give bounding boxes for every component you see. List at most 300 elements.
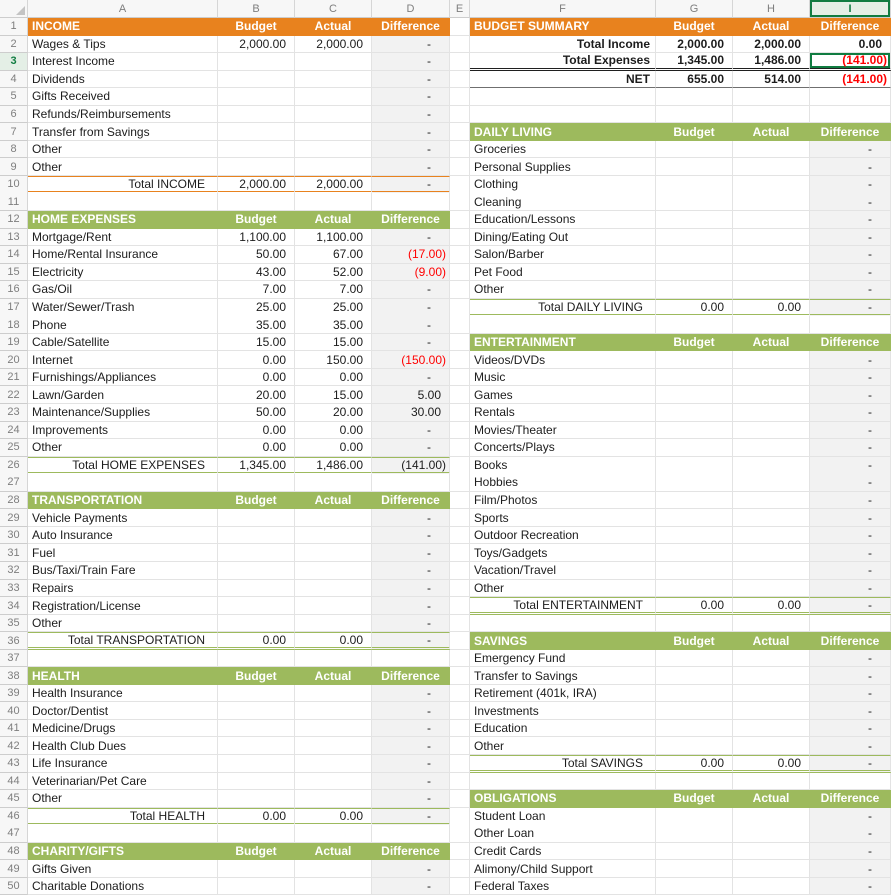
row-header-44[interactable]: 44 [0, 773, 28, 791]
cell-B27[interactable] [218, 474, 295, 492]
cell-G31[interactable] [656, 544, 733, 562]
cell-F39[interactable]: Retirement (401k, IRA) [470, 685, 656, 703]
cell-G16[interactable] [656, 281, 733, 299]
cell-D41[interactable]: - [372, 720, 450, 738]
total-label-total-home-expenses[interactable]: Total HOME EXPENSES [28, 457, 218, 475]
subheader-actual-H19[interactable]: Actual [733, 334, 810, 352]
cell-A40[interactable]: Doctor/Dentist [28, 702, 218, 720]
cell-F8[interactable]: Groceries [470, 141, 656, 159]
row-header-15[interactable]: 15 [0, 264, 28, 282]
cell-G6[interactable] [656, 106, 733, 124]
cell-C21[interactable]: 0.00 [295, 369, 372, 387]
row-header-19[interactable]: 19 [0, 334, 28, 352]
cell-C3[interactable] [295, 53, 372, 71]
cell-A2[interactable]: Wages & Tips [28, 36, 218, 54]
cell-B2[interactable]: 2,000.00 [218, 36, 295, 54]
cell-F14[interactable]: Salon/Barber [470, 246, 656, 264]
subheader-budget-G7[interactable]: Budget [656, 123, 733, 141]
subheader-difference-D28[interactable]: Difference [372, 492, 450, 510]
cell-F18[interactable] [470, 316, 656, 334]
cell-H41[interactable] [733, 720, 810, 738]
cell-B25[interactable]: 0.00 [218, 439, 295, 457]
cell-B19[interactable]: 15.00 [218, 334, 295, 352]
section-header-daily-living[interactable]: DAILY LIVING [470, 123, 656, 141]
section-header-income[interactable]: INCOME [28, 18, 218, 36]
cell-H35[interactable] [733, 615, 810, 633]
cell-F35[interactable] [470, 615, 656, 633]
cell-I42[interactable]: - [810, 737, 891, 755]
total-label-total-transportation[interactable]: Total TRANSPORTATION [28, 632, 218, 650]
cell-D43[interactable]: - [372, 755, 450, 773]
cell-B14[interactable]: 50.00 [218, 246, 295, 264]
cell-F21[interactable]: Music [470, 369, 656, 387]
row-header-23[interactable]: 23 [0, 404, 28, 422]
cell-I20[interactable]: - [810, 351, 891, 369]
cell-H37[interactable] [733, 650, 810, 668]
cell-B7[interactable] [218, 123, 295, 141]
cell-D30[interactable]: - [372, 527, 450, 545]
subheader-actual-H1[interactable]: Actual [733, 18, 810, 36]
row-header-22[interactable]: 22 [0, 386, 28, 404]
section-header-obligations[interactable]: OBLIGATIONS [470, 790, 656, 808]
cell-D25[interactable]: - [372, 439, 450, 457]
cell-I10[interactable]: - [810, 176, 891, 194]
cell-B26[interactable]: 1,345.00 [218, 457, 295, 475]
cell-G34[interactable]: 0.00 [656, 597, 733, 615]
cell-G2[interactable]: 2,000.00 [656, 36, 733, 54]
cell-B9[interactable] [218, 158, 295, 176]
cell-F12[interactable]: Education/Lessons [470, 211, 656, 229]
cell-C15[interactable]: 52.00 [295, 264, 372, 282]
cell-F15[interactable]: Pet Food [470, 264, 656, 282]
cell-G47[interactable] [656, 825, 733, 843]
cell-A3[interactable]: Interest Income [28, 53, 218, 71]
total-label-total-income[interactable]: Total INCOME [28, 176, 218, 194]
cell-I28[interactable]: - [810, 492, 891, 510]
cell-E28[interactable] [450, 492, 470, 510]
subheader-difference-I45[interactable]: Difference [810, 790, 891, 808]
cell-G33[interactable] [656, 580, 733, 598]
cell-A9[interactable]: Other [28, 158, 218, 176]
cell-H40[interactable] [733, 702, 810, 720]
subheader-actual-H36[interactable]: Actual [733, 632, 810, 650]
row-header-25[interactable]: 25 [0, 439, 28, 457]
cell-D44[interactable]: - [372, 773, 450, 791]
cell-E35[interactable] [450, 615, 470, 633]
cell-I49[interactable]: - [810, 860, 891, 878]
cell-E1[interactable] [450, 18, 470, 36]
cell-I47[interactable]: - [810, 825, 891, 843]
cell-E3[interactable] [450, 53, 470, 71]
cell-C27[interactable] [295, 474, 372, 492]
cell-D6[interactable]: - [372, 106, 450, 124]
cell-G24[interactable] [656, 422, 733, 440]
cell-E39[interactable] [450, 685, 470, 703]
cell-F40[interactable]: Investments [470, 702, 656, 720]
row-header-5[interactable]: 5 [0, 88, 28, 106]
cell-H49[interactable] [733, 860, 810, 878]
cell-E29[interactable] [450, 509, 470, 527]
cell-B35[interactable] [218, 615, 295, 633]
cell-D40[interactable]: - [372, 702, 450, 720]
cell-E12[interactable] [450, 211, 470, 229]
row-header-50[interactable]: 50 [0, 878, 28, 895]
cell-E42[interactable] [450, 737, 470, 755]
cell-F6[interactable] [470, 106, 656, 124]
cell-D8[interactable]: - [372, 141, 450, 159]
cell-E46[interactable] [450, 808, 470, 826]
cell-D18[interactable]: - [372, 316, 450, 334]
cell-A13[interactable]: Mortgage/Rent [28, 229, 218, 247]
cell-A45[interactable]: Other [28, 790, 218, 808]
row-header-29[interactable]: 29 [0, 509, 28, 527]
cell-B36[interactable]: 0.00 [218, 632, 295, 650]
cell-I43[interactable]: - [810, 755, 891, 773]
cell-H20[interactable] [733, 351, 810, 369]
cell-A25[interactable]: Other [28, 439, 218, 457]
cell-F22[interactable]: Games [470, 386, 656, 404]
cell-C45[interactable] [295, 790, 372, 808]
row-header-8[interactable]: 8 [0, 141, 28, 159]
subheader-difference-I7[interactable]: Difference [810, 123, 891, 141]
row-header-2[interactable]: 2 [0, 36, 28, 54]
cell-E37[interactable] [450, 650, 470, 668]
cell-D27[interactable] [372, 474, 450, 492]
cell-B16[interactable]: 7.00 [218, 281, 295, 299]
cell-D26[interactable]: (141.00) [372, 457, 450, 475]
cell-E13[interactable] [450, 229, 470, 247]
row-header-38[interactable]: 38 [0, 667, 28, 685]
cell-A22[interactable]: Lawn/Garden [28, 386, 218, 404]
cell-D36[interactable]: - [372, 632, 450, 650]
cell-D9[interactable]: - [372, 158, 450, 176]
total-label-total-savings[interactable]: Total SAVINGS [470, 755, 656, 773]
cell-D19[interactable]: - [372, 334, 450, 352]
row-header-37[interactable]: 37 [0, 650, 28, 668]
cell-A34[interactable]: Registration/License [28, 597, 218, 615]
cell-H46[interactable] [733, 808, 810, 826]
cell-E11[interactable] [450, 193, 470, 211]
cell-D37[interactable] [372, 650, 450, 668]
cell-D34[interactable]: - [372, 597, 450, 615]
cell-B34[interactable] [218, 597, 295, 615]
cell-G43[interactable]: 0.00 [656, 755, 733, 773]
cell-G41[interactable] [656, 720, 733, 738]
cell-A11[interactable] [28, 193, 218, 211]
subheader-actual-H45[interactable]: Actual [733, 790, 810, 808]
cell-I14[interactable]: - [810, 246, 891, 264]
cell-G17[interactable]: 0.00 [656, 299, 733, 317]
row-header-11[interactable]: 11 [0, 193, 28, 211]
cell-G30[interactable] [656, 527, 733, 545]
cell-E18[interactable] [450, 316, 470, 334]
cell-F42[interactable]: Other [470, 737, 656, 755]
cell-F24[interactable]: Movies/Theater [470, 422, 656, 440]
cell-C24[interactable]: 0.00 [295, 422, 372, 440]
cell-G9[interactable] [656, 158, 733, 176]
cell-H22[interactable] [733, 386, 810, 404]
cell-H16[interactable] [733, 281, 810, 299]
subheader-difference-I36[interactable]: Difference [810, 632, 891, 650]
column-header-E[interactable]: E [450, 0, 470, 18]
cell-I37[interactable]: - [810, 650, 891, 668]
cell-D31[interactable]: - [372, 544, 450, 562]
cell-B10[interactable]: 2,000.00 [218, 176, 295, 194]
cell-H27[interactable] [733, 474, 810, 492]
cell-D16[interactable]: - [372, 281, 450, 299]
cell-A39[interactable]: Health Insurance [28, 685, 218, 703]
cell-I24[interactable]: - [810, 422, 891, 440]
cell-B44[interactable] [218, 773, 295, 791]
cell-E48[interactable] [450, 843, 470, 861]
cell-H17[interactable]: 0.00 [733, 299, 810, 317]
cell-B31[interactable] [218, 544, 295, 562]
cell-A16[interactable]: Gas/Oil [28, 281, 218, 299]
subheader-actual-C28[interactable]: Actual [295, 492, 372, 510]
cell-E26[interactable] [450, 457, 470, 475]
row-header-36[interactable]: 36 [0, 632, 28, 650]
cell-F5[interactable] [470, 88, 656, 106]
cell-F38[interactable]: Transfer to Savings [470, 667, 656, 685]
column-header-A[interactable]: A [28, 0, 218, 18]
cell-B39[interactable] [218, 685, 295, 703]
cell-I32[interactable]: - [810, 562, 891, 580]
cell-F48[interactable]: Credit Cards [470, 843, 656, 861]
cell-E44[interactable] [450, 773, 470, 791]
cell-G25[interactable] [656, 439, 733, 457]
cell-H31[interactable] [733, 544, 810, 562]
cell-B5[interactable] [218, 88, 295, 106]
row-header-10[interactable]: 10 [0, 176, 28, 194]
cell-G15[interactable] [656, 264, 733, 282]
cell-C49[interactable] [295, 860, 372, 878]
cell-A21[interactable]: Furnishings/Appliances [28, 369, 218, 387]
cell-C31[interactable] [295, 544, 372, 562]
summary-label-total-income[interactable]: Total Income [470, 36, 656, 54]
cell-B21[interactable]: 0.00 [218, 369, 295, 387]
cell-I44[interactable] [810, 773, 891, 791]
cell-I46[interactable]: - [810, 808, 891, 826]
cell-I26[interactable]: - [810, 457, 891, 475]
row-header-1[interactable]: 1 [0, 18, 28, 36]
cell-I11[interactable]: - [810, 193, 891, 211]
cell-C50[interactable] [295, 878, 372, 895]
cell-G46[interactable] [656, 808, 733, 826]
cell-A4[interactable]: Dividends [28, 71, 218, 89]
cell-B41[interactable] [218, 720, 295, 738]
cell-C42[interactable] [295, 737, 372, 755]
cell-B15[interactable]: 43.00 [218, 264, 295, 282]
cell-E5[interactable] [450, 88, 470, 106]
cell-B24[interactable]: 0.00 [218, 422, 295, 440]
cell-B8[interactable] [218, 141, 295, 159]
cell-H48[interactable] [733, 843, 810, 861]
cell-I33[interactable]: - [810, 580, 891, 598]
cell-E32[interactable] [450, 562, 470, 580]
cell-D49[interactable]: - [372, 860, 450, 878]
row-header-24[interactable]: 24 [0, 422, 28, 440]
subheader-budget-G1[interactable]: Budget [656, 18, 733, 36]
row-header-40[interactable]: 40 [0, 702, 28, 720]
row-header-30[interactable]: 30 [0, 527, 28, 545]
cell-G8[interactable] [656, 141, 733, 159]
row-header-46[interactable]: 46 [0, 808, 28, 826]
cell-G28[interactable] [656, 492, 733, 510]
subheader-actual-C12[interactable]: Actual [295, 211, 372, 229]
cell-H23[interactable] [733, 404, 810, 422]
cell-C4[interactable] [295, 71, 372, 89]
cell-B22[interactable]: 20.00 [218, 386, 295, 404]
cell-C36[interactable]: 0.00 [295, 632, 372, 650]
row-header-43[interactable]: 43 [0, 755, 28, 773]
cell-F33[interactable]: Other [470, 580, 656, 598]
cell-E2[interactable] [450, 36, 470, 54]
total-label-total-health[interactable]: Total HEALTH [28, 808, 218, 826]
cell-C9[interactable] [295, 158, 372, 176]
cell-B4[interactable] [218, 71, 295, 89]
section-header-budget-summary[interactable]: BUDGET SUMMARY [470, 18, 656, 36]
row-header-49[interactable]: 49 [0, 860, 28, 878]
cell-I31[interactable]: - [810, 544, 891, 562]
cell-C11[interactable] [295, 193, 372, 211]
column-header-F[interactable]: F [470, 0, 656, 18]
cell-D29[interactable]: - [372, 509, 450, 527]
cell-A29[interactable]: Vehicle Payments [28, 509, 218, 527]
cell-G14[interactable] [656, 246, 733, 264]
cell-E45[interactable] [450, 790, 470, 808]
cell-E36[interactable] [450, 632, 470, 650]
subheader-difference-D38[interactable]: Difference [372, 667, 450, 685]
cell-A35[interactable]: Other [28, 615, 218, 633]
cell-E21[interactable] [450, 369, 470, 387]
cell-I6[interactable] [810, 106, 891, 124]
row-header-13[interactable]: 13 [0, 229, 28, 247]
row-header-41[interactable]: 41 [0, 720, 28, 738]
cell-B32[interactable] [218, 562, 295, 580]
subheader-actual-C1[interactable]: Actual [295, 18, 372, 36]
cell-I15[interactable]: - [810, 264, 891, 282]
cell-D42[interactable]: - [372, 737, 450, 755]
cell-B40[interactable] [218, 702, 295, 720]
cell-H50[interactable] [733, 878, 810, 895]
cell-G49[interactable] [656, 860, 733, 878]
cell-C10[interactable]: 2,000.00 [295, 176, 372, 194]
cell-C47[interactable] [295, 825, 372, 843]
cell-I4[interactable]: (141.00) [810, 71, 891, 89]
cell-G42[interactable] [656, 737, 733, 755]
cell-A18[interactable]: Phone [28, 316, 218, 334]
cell-B43[interactable] [218, 755, 295, 773]
cell-E15[interactable] [450, 264, 470, 282]
cell-H9[interactable] [733, 158, 810, 176]
row-header-45[interactable]: 45 [0, 790, 28, 808]
row-header-42[interactable]: 42 [0, 737, 28, 755]
cell-C29[interactable] [295, 509, 372, 527]
cell-H30[interactable] [733, 527, 810, 545]
cell-H24[interactable] [733, 422, 810, 440]
cell-D5[interactable]: - [372, 88, 450, 106]
cell-I40[interactable]: - [810, 702, 891, 720]
cell-E38[interactable] [450, 667, 470, 685]
cell-D11[interactable] [372, 193, 450, 211]
cell-D7[interactable]: - [372, 123, 450, 141]
cell-B46[interactable]: 0.00 [218, 808, 295, 826]
cell-A44[interactable]: Veterinarian/Pet Care [28, 773, 218, 791]
cell-A24[interactable]: Improvements [28, 422, 218, 440]
cell-B20[interactable]: 0.00 [218, 351, 295, 369]
cell-E23[interactable] [450, 404, 470, 422]
cell-C25[interactable]: 0.00 [295, 439, 372, 457]
cell-A47[interactable] [28, 825, 218, 843]
section-header-transportation[interactable]: TRANSPORTATION [28, 492, 218, 510]
row-header-33[interactable]: 33 [0, 580, 28, 598]
cell-E17[interactable] [450, 299, 470, 317]
cell-H25[interactable] [733, 439, 810, 457]
cell-I34[interactable]: - [810, 597, 891, 615]
cell-C43[interactable] [295, 755, 372, 773]
cell-C7[interactable] [295, 123, 372, 141]
row-header-16[interactable]: 16 [0, 281, 28, 299]
cell-G18[interactable] [656, 316, 733, 334]
cell-H14[interactable] [733, 246, 810, 264]
cell-F10[interactable]: Clothing [470, 176, 656, 194]
summary-label-total-expenses[interactable]: Total Expenses [470, 53, 656, 71]
cell-F30[interactable]: Outdoor Recreation [470, 527, 656, 545]
cell-D14[interactable]: (17.00) [372, 246, 450, 264]
cell-I12[interactable]: - [810, 211, 891, 229]
cell-G32[interactable] [656, 562, 733, 580]
cell-H26[interactable] [733, 457, 810, 475]
cell-D33[interactable]: - [372, 580, 450, 598]
cell-I38[interactable]: - [810, 667, 891, 685]
row-header-9[interactable]: 9 [0, 158, 28, 176]
cell-E24[interactable] [450, 422, 470, 440]
cell-H2[interactable]: 2,000.00 [733, 36, 810, 54]
row-header-17[interactable]: 17 [0, 299, 28, 317]
cell-E47[interactable] [450, 825, 470, 843]
cell-E16[interactable] [450, 281, 470, 299]
cell-E49[interactable] [450, 860, 470, 878]
cell-B33[interactable] [218, 580, 295, 598]
cell-D46[interactable]: - [372, 808, 450, 826]
cell-B17[interactable]: 25.00 [218, 299, 295, 317]
cell-H6[interactable] [733, 106, 810, 124]
cell-I18[interactable] [810, 316, 891, 334]
cell-A20[interactable]: Internet [28, 351, 218, 369]
cell-G44[interactable] [656, 773, 733, 791]
cell-E19[interactable] [450, 334, 470, 352]
cell-H15[interactable] [733, 264, 810, 282]
cell-B30[interactable] [218, 527, 295, 545]
cell-G3[interactable]: 1,345.00 [656, 53, 733, 71]
cell-G48[interactable] [656, 843, 733, 861]
cell-E30[interactable] [450, 527, 470, 545]
cell-D21[interactable]: - [372, 369, 450, 387]
cell-F20[interactable]: Videos/DVDs [470, 351, 656, 369]
cell-G5[interactable] [656, 88, 733, 106]
cell-A37[interactable] [28, 650, 218, 668]
cell-I39[interactable]: - [810, 685, 891, 703]
subheader-actual-H7[interactable]: Actual [733, 123, 810, 141]
cell-I50[interactable]: - [810, 878, 891, 895]
cell-G37[interactable] [656, 650, 733, 668]
row-header-26[interactable]: 26 [0, 457, 28, 475]
cell-B23[interactable]: 50.00 [218, 404, 295, 422]
cell-I48[interactable]: - [810, 843, 891, 861]
cell-F29[interactable]: Sports [470, 509, 656, 527]
cell-A41[interactable]: Medicine/Drugs [28, 720, 218, 738]
cell-G39[interactable] [656, 685, 733, 703]
